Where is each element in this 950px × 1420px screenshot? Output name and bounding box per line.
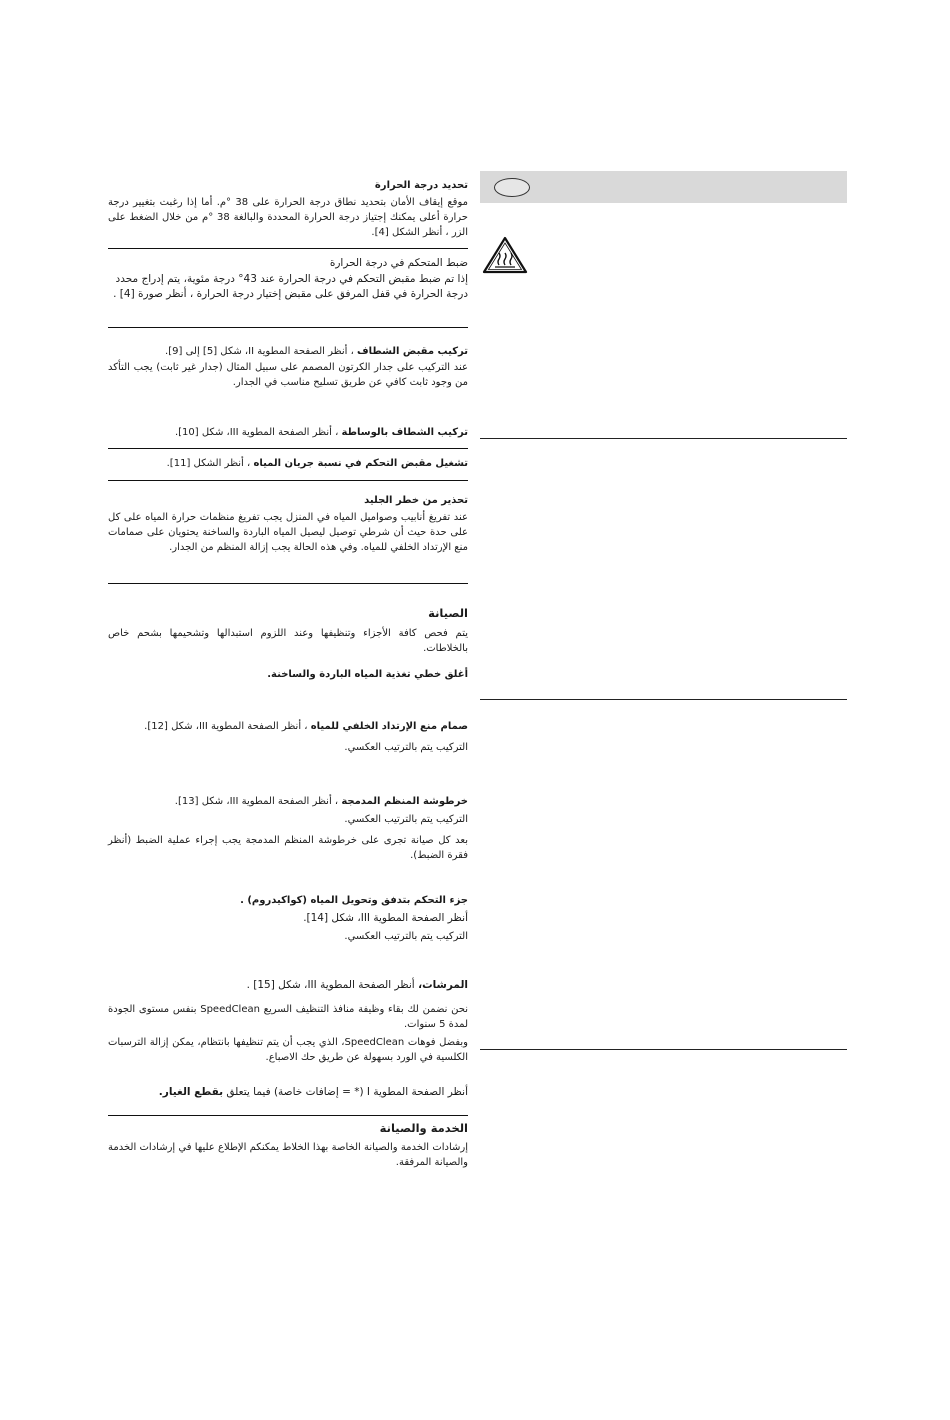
section-cartridge: [108, 794, 468, 863]
section-divider: [108, 448, 468, 449]
section-ref: ، أنظر الشكل [11].: [166, 458, 251, 469]
language-oval-badge: [494, 178, 530, 197]
sidebar-divider: [480, 438, 847, 439]
section-title: المرشات،: [418, 979, 468, 991]
section-body: إرشادات الخدمة والصيانة الخاصة بهذا الخلاط يمكنكم الإطلاع عليها في إرشادات الخدمة والصيانة المرفقة.: [108, 1142, 468, 1168]
section-divider: [108, 480, 468, 481]
section-control: [108, 256, 468, 302]
section-title: صمام منع الإرتداد الخلفي للمياه: [310, 721, 468, 732]
section-title: ضبط المتحكم في درجة الحرارة: [329, 257, 468, 269]
sidebar-divider: [480, 1049, 847, 1050]
section-temperature: [108, 179, 468, 240]
section-divider: [108, 583, 468, 584]
section-ref: ، أنظر الصفحة المطوية III، شكل [10].: [174, 427, 339, 438]
section-body: يتم فحص كافة الأجزاء وتنظيفها وعند اللزوم استبدالها وتشحيمها بشحم خاص بالخلاطات.: [108, 628, 468, 654]
section-ref: أنظر الصفحة المطوية III، شكل [15] .: [246, 979, 415, 991]
section-body: نحن نضمن لك بقاء وظيفة منافذ التنظيف السريع SpeedClean بنفس مستوى الجودة لمدة 5 سنوات.: [108, 1004, 468, 1030]
section-shower: [108, 978, 468, 1065]
section-operation: [108, 456, 468, 471]
section-body: عند التركيب على جدار الكرتون المصمم على سبيل المثال (جدار غير ثابت) يجب التأكد من وجود ثابت كافي عن طريق تسليح مناسب في الجدار.: [108, 362, 468, 388]
section-ref: ، أنظر الصفحة المطوية II، شكل [5] إلى [9].: [165, 346, 354, 357]
section-body: بعد كل صيانة تجرى على خرطوشة المنظم المدمجة يجب إجراء عملية الضبط (أنظر فقرة الضبط).: [108, 835, 468, 861]
sidebar-divider: [480, 699, 847, 700]
section-install-rail: [108, 425, 468, 440]
section-service: [108, 1121, 468, 1170]
section-flow-part: [108, 894, 468, 944]
section-title: تحديد درجة الحرارة: [374, 180, 468, 191]
note-bold: بقطع الغيار.: [158, 1086, 224, 1098]
section-body: التركيب يتم بالترتيب العكسي.: [344, 814, 468, 825]
section-note: [108, 1085, 468, 1100]
section-maintenance: [108, 606, 468, 682]
section-install-shower: [108, 344, 468, 390]
hot-surface-warning-icon: [482, 236, 528, 274]
section-divider: [108, 1115, 468, 1116]
section-title: تركيب الشطاف بالوساطة: [341, 427, 468, 438]
section-title: تشغيل مقبض التحكم في نسبة جريان المياه: [253, 458, 468, 469]
section-title: الصيانة: [428, 606, 468, 620]
section-title: خرطوشة المنظم المدمجة: [341, 796, 468, 807]
section-body: عند تفريغ أنابيب وصواميل المياه في المنزل يجب تفريغ منظمات حرارة المياه على كل على حدة حيث أن شرطي توصيل ليصيل المياه الباردة والساخنة يحتويان على صمامات منع الإرتداد الخلفي للمياه. وفي هذه الحالة يجب إزالة المنظم من الجدار.: [108, 512, 468, 553]
section-body: وبفضل فوهات SpeedClean، الذي يجب أن يتم تنظيفها بانتظام، يمكن إزالة الترسبات الكلسية في الورد بسهولة عن طريق حك الاصباع.: [108, 1037, 468, 1063]
section-ref: ، أنظر الصفحة المطوية III، شكل [13].: [174, 796, 339, 807]
section-title: الخدمة والصيانة: [379, 1121, 468, 1135]
section-divider: [108, 327, 468, 328]
section-body: التركيب يتم بالترتيب العكسي.: [344, 742, 468, 753]
section-title: جزء التحكم بتدفق وتحويل المياه (كواكيدروم) .: [240, 895, 468, 906]
section-title: تركيب مقبض الشطاف: [356, 346, 468, 357]
sidebar-header-bar: [480, 171, 847, 203]
section-warning: أغلق خطي تغذية المياه الباردة والساخنة.: [267, 669, 468, 680]
section-title: تحذير من خطر الجليد: [364, 495, 468, 506]
section-divider: [108, 248, 468, 249]
section-frost: [108, 494, 468, 555]
section-check-valve: [108, 719, 468, 755]
section-body: إذا تم ضبط مقبض التحكم في درجة الحرارة عند 43° درجة مئوية، يتم إدراج محدد درجة الحرارة في قفل المرفق على مقبض إختيار درجة الحرارة ، أنظر صورة [4] .: [113, 273, 468, 300]
section-body: التركيب يتم بالترتيب العكسي.: [344, 931, 468, 942]
note-text: أنظر الصفحة المطوية I (* = إضافات خاصة) فيما يتعلق: [226, 1086, 468, 1098]
section-body: موقع إيقاف الأمان بتحديد نطاق درجة الحرارة على 38 °م. أما إذا رغبت بتغيير درجة حرارة أعلى يمكنك إجتياز درجة الحرارة المحددة والبالغة 38 °م من خلال الضغط على الزر ، أنظر الشكل [4].: [108, 197, 468, 238]
section-ref: أنظر الصفحة المطوية III، شكل [14].: [303, 912, 468, 924]
section-ref: ، أنظر الصفحة المطوية III، شكل [12].: [144, 721, 308, 732]
